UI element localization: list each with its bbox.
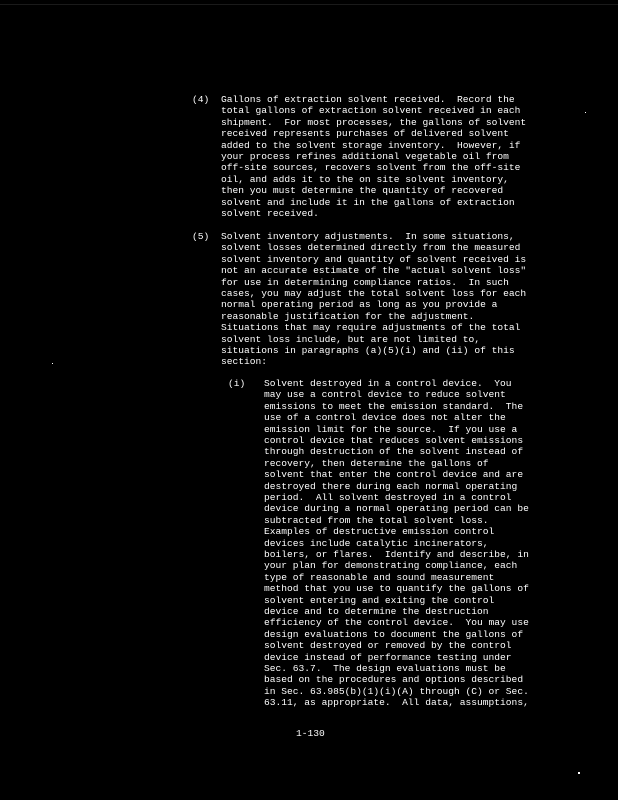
item-5i-line: emission limit for the source. If you use a	[264, 423, 518, 435]
item-5i-line: method that you use to quantify the gallons of	[264, 583, 529, 595]
item-5i-line: Examples of destructive emission control	[264, 526, 495, 538]
item-4-line: solvent and include it in the gallons of extraction	[221, 196, 515, 208]
item-5i-line: solvent entering and exiting the control	[264, 594, 495, 606]
scan-speck	[578, 772, 580, 774]
item-4-line: off-site sources, recovers solvent from the off-site	[221, 162, 521, 174]
item-5-line: cases, you may adjust the total solvent loss for each	[221, 288, 527, 299]
item-5i-line: period. All solvent destroyed in a control	[264, 492, 512, 503]
item-5-line: normal operating period as long as you provide a	[221, 299, 498, 311]
page-number: 1-130	[296, 728, 325, 739]
item-5i-line: use of a control device does not alter the	[264, 412, 506, 424]
item-5-line: for use in determining compliance ratios. In such	[221, 276, 509, 288]
item-5-line: not an accurate estimate of the "actual solvent loss"	[221, 265, 527, 277]
item-5i-line: 63.11, as appropriate. All data, assumptions,	[264, 697, 529, 709]
item-5-line: solvent losses determined directly from the measured	[221, 242, 521, 254]
item-5-line: Solvent inventory adjustments. In some situations,	[221, 231, 515, 242]
item-4-line: total gallons of extraction solvent received in each	[221, 105, 521, 117]
item-5i-line: may use a control device to reduce solvent	[264, 389, 506, 401]
item-5i-line: recovery, then determine the gallons of	[264, 457, 489, 469]
item-5-line: Situations that may require adjustments of the total	[221, 322, 521, 334]
item-5i-line: device during a normal operating period can be	[264, 503, 529, 515]
item-5i-line: control device that reduces solvent emissions	[264, 435, 524, 446]
item-5i-line: device and to determine the destruction	[264, 606, 489, 617]
item-5i-line: subtracted from the total solvent loss.	[264, 514, 489, 526]
item-4-line: Gallons of extraction solvent received. Record the	[221, 94, 515, 105]
item-5i-line: boilers, or flares. Identify and describe, in	[264, 549, 529, 560]
item-5i-line: solvent destroyed or removed by the control	[264, 640, 512, 652]
item-5i-line: in Sec. 63.985(b)(1)(i)(A) through (C) or Sec.	[264, 685, 529, 697]
item-5i-line: devices include catalytic incinerators,	[264, 537, 489, 549]
item-4-line: added to the solvent storage inventory. However, if	[221, 139, 521, 151]
item-5i-line: type of reasonable and sound measurement	[264, 571, 495, 583]
item-5-line: solvent loss include, but are not limited to,	[221, 333, 481, 345]
item-4-line: received represents purchases of delivered solvent	[221, 128, 509, 140]
item-5i-line: solvent that enter the control device and are	[264, 469, 524, 481]
item-5-line: solvent inventory and quantity of solvent received is	[221, 253, 527, 265]
scan-speck	[52, 363, 53, 364]
item-5i-line: efficiency of the control device. You may use	[264, 617, 529, 629]
item-4-line: solvent received.	[221, 208, 319, 219]
item-5i-line: based on the procedures and options described	[264, 674, 524, 686]
item-5-line: situations in paragraphs (a)(5)(i) and (ii) of this	[221, 345, 515, 356]
item-4-line: shipment. For most processes, the gallons of solvent	[221, 116, 527, 128]
item-5i-line: through destruction of the solvent instead of	[264, 446, 524, 458]
item-5i-line: Sec. 63.7. The design evaluations must be	[264, 663, 506, 674]
item-5i-line: Solvent destroyed in a control device. You	[264, 378, 512, 389]
item-5-line: section:	[221, 356, 268, 368]
item-4-line: oil, and adds it to the on site solvent inventory,	[221, 173, 509, 185]
item-4-line: your process refines additional vegetable oil from	[221, 151, 509, 162]
item-5i-line: emissions to meet the emission standard. The	[264, 400, 524, 412]
item-5-line: reasonable justification for the adjustment.	[221, 310, 475, 322]
scan-speck	[585, 112, 586, 113]
item-4-line: then you must determine the quantity of recovered	[221, 185, 504, 197]
item-5i-line: device instead of performance testing under	[264, 651, 512, 663]
item-5i-marker: (i)	[228, 378, 246, 389]
scan-edge	[0, 4, 618, 5]
item-5i-line: design evaluations to document the gallons of	[264, 628, 524, 640]
item-5i-line: destroyed there during each normal operating	[264, 480, 518, 492]
item-4-marker: (4)	[192, 94, 210, 105]
item-5-marker: (5)	[192, 231, 210, 242]
item-5i-line: your plan for demonstrating compliance, each	[264, 560, 518, 572]
